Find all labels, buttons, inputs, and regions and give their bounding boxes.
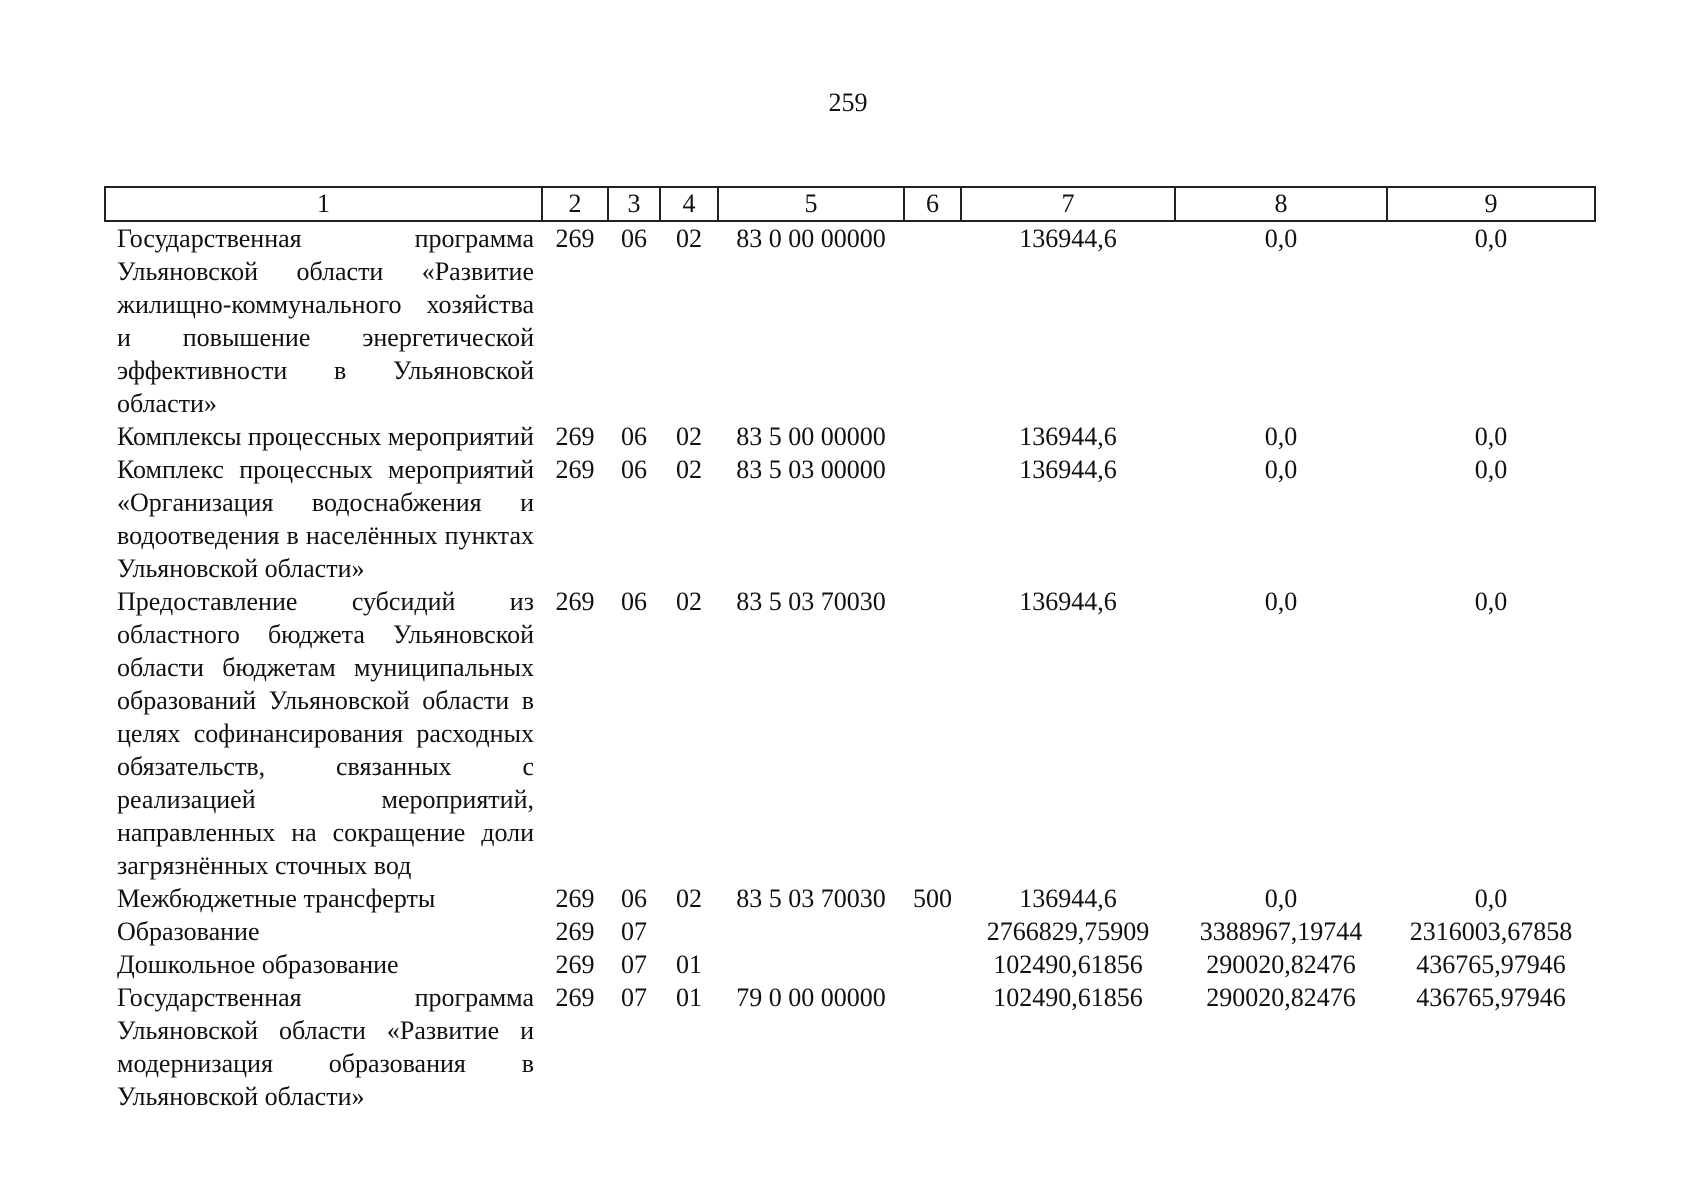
header-row (105, 187, 1595, 221)
row-col-3: 06 (621, 224, 647, 253)
row-col-9: 0,0 (1474, 884, 1508, 913)
table-row (105, 948, 1595, 981)
row-col-6 (904, 585, 961, 882)
row-col-5 (718, 915, 904, 948)
row-col-4: 02 (676, 224, 702, 253)
row-col-4 (660, 915, 718, 948)
table-body (105, 221, 1595, 1113)
row-col-4: 01 (676, 950, 702, 979)
row-col-2: 269 (555, 917, 595, 946)
row-col-2: 269 (555, 224, 595, 253)
row-col-8: 0,0 (1264, 224, 1298, 253)
row-col-8: 3388967,19744 (1199, 917, 1363, 946)
row-name: Дошкольное образование (117, 950, 399, 979)
row-col-6 (904, 420, 961, 453)
table-row (105, 882, 1595, 915)
row-col-8: 290020,82476 (1206, 983, 1356, 1012)
row-col-5: 79 0 00 00000 (736, 983, 886, 1012)
row-col-6: 500 (913, 884, 952, 913)
row-col-6 (904, 948, 961, 981)
row-col-2: 269 (555, 587, 595, 616)
row-col-9: 0,0 (1474, 422, 1508, 451)
row-col-2: 269 (555, 422, 595, 451)
row-col-8: 290020,82476 (1206, 950, 1356, 979)
row-col-2: 269 (555, 884, 595, 913)
row-col-3: 06 (621, 422, 647, 451)
row-name: Межбюджетные трансферты (117, 884, 436, 913)
row-col-6 (904, 915, 961, 948)
budget-table (104, 186, 1596, 1113)
row-col-9: 0,0 (1474, 455, 1508, 484)
row-col-6 (904, 453, 961, 585)
row-col-4: 02 (676, 455, 702, 484)
row-col-5: 83 5 03 00000 (736, 455, 886, 484)
row-col-7: 102490,61856 (993, 983, 1143, 1012)
header-col-4: 4 (660, 187, 718, 221)
row-col-2: 269 (555, 950, 595, 979)
row-name: Образование (117, 917, 260, 946)
table-row (105, 453, 1595, 585)
header-col-7: 7 (961, 187, 1175, 221)
row-col-7: 136944,6 (1019, 455, 1117, 484)
row-col-4: 01 (676, 983, 702, 1012)
row-col-7: 136944,6 (1019, 422, 1117, 451)
row-name: Комплексы процессных мероприятий (117, 422, 534, 451)
row-name: Комплекс процессных мероприятий «Организация водоснабжения и водоотведения в населённых пунктах Ульяновской области» (117, 455, 534, 583)
row-col-7: 136944,6 (1019, 884, 1117, 913)
row-col-7: 2766829,75909 (986, 917, 1150, 946)
row-col-9: 0,0 (1474, 224, 1508, 253)
row-name: Государственная программа Ульяновской области «Развитие жилищно-коммунального хозяйства и повышение энергетической эффективности в Ульяновской области» (117, 224, 534, 418)
row-col-3: 07 (621, 983, 647, 1012)
table-row (105, 585, 1595, 882)
row-col-5 (718, 948, 904, 981)
row-col-5: 83 5 03 70030 (736, 884, 886, 913)
row-col-8: 0,0 (1264, 422, 1298, 451)
row-col-7: 102490,61856 (993, 950, 1143, 979)
header-col-3: 3 (608, 187, 660, 221)
row-col-7: 136944,6 (1019, 587, 1117, 616)
row-col-9: 0,0 (1474, 587, 1508, 616)
row-col-4: 02 (676, 884, 702, 913)
row-col-6 (904, 221, 961, 420)
row-col-3: 07 (621, 917, 647, 946)
row-col-8: 0,0 (1264, 455, 1298, 484)
row-col-3: 06 (621, 455, 647, 484)
row-col-7: 136944,6 (1019, 224, 1117, 253)
row-col-3: 06 (621, 884, 647, 913)
header-col-1: 1 (105, 187, 542, 221)
header-col-5: 5 (718, 187, 904, 221)
header-col-2: 2 (542, 187, 608, 221)
table-row (105, 420, 1595, 453)
table-row (105, 221, 1595, 420)
table-header (105, 187, 1595, 221)
row-col-2: 269 (555, 455, 595, 484)
row-col-2: 269 (555, 983, 595, 1012)
table-row (105, 915, 1595, 948)
row-col-5: 83 0 00 00000 (736, 224, 886, 253)
header-col-6: 6 (904, 187, 961, 221)
header-col-8: 8 (1175, 187, 1387, 221)
row-col-8: 0,0 (1264, 884, 1298, 913)
row-col-5: 83 5 00 00000 (736, 422, 886, 451)
row-col-5: 83 5 03 70030 (736, 587, 886, 616)
page-number: 259 (828, 88, 868, 117)
row-col-3: 07 (621, 950, 647, 979)
row-col-4: 02 (676, 587, 702, 616)
header-col-9: 9 (1387, 187, 1595, 221)
row-col-6 (904, 981, 961, 1113)
row-col-9: 2316003,67858 (1409, 917, 1573, 946)
row-col-8: 0,0 (1264, 587, 1298, 616)
row-col-4: 02 (676, 422, 702, 451)
row-col-9: 436765,97946 (1416, 950, 1566, 979)
row-name: Государственная программа Ульяновской области «Развитие и модернизация образования в Ульяновской области» (117, 983, 534, 1111)
table-row (105, 981, 1595, 1113)
row-col-9: 436765,97946 (1416, 983, 1566, 1012)
row-col-3: 06 (621, 587, 647, 616)
row-name: Предоставление субсидий из областного бюджета Ульяновской области бюджетам муниципальных образований Ульяновской области в целях софинансирования расходных обязательств, связанных с реализацией мероприятий, направленных на сокращение доли загрязнённых сточных вод (117, 587, 534, 880)
